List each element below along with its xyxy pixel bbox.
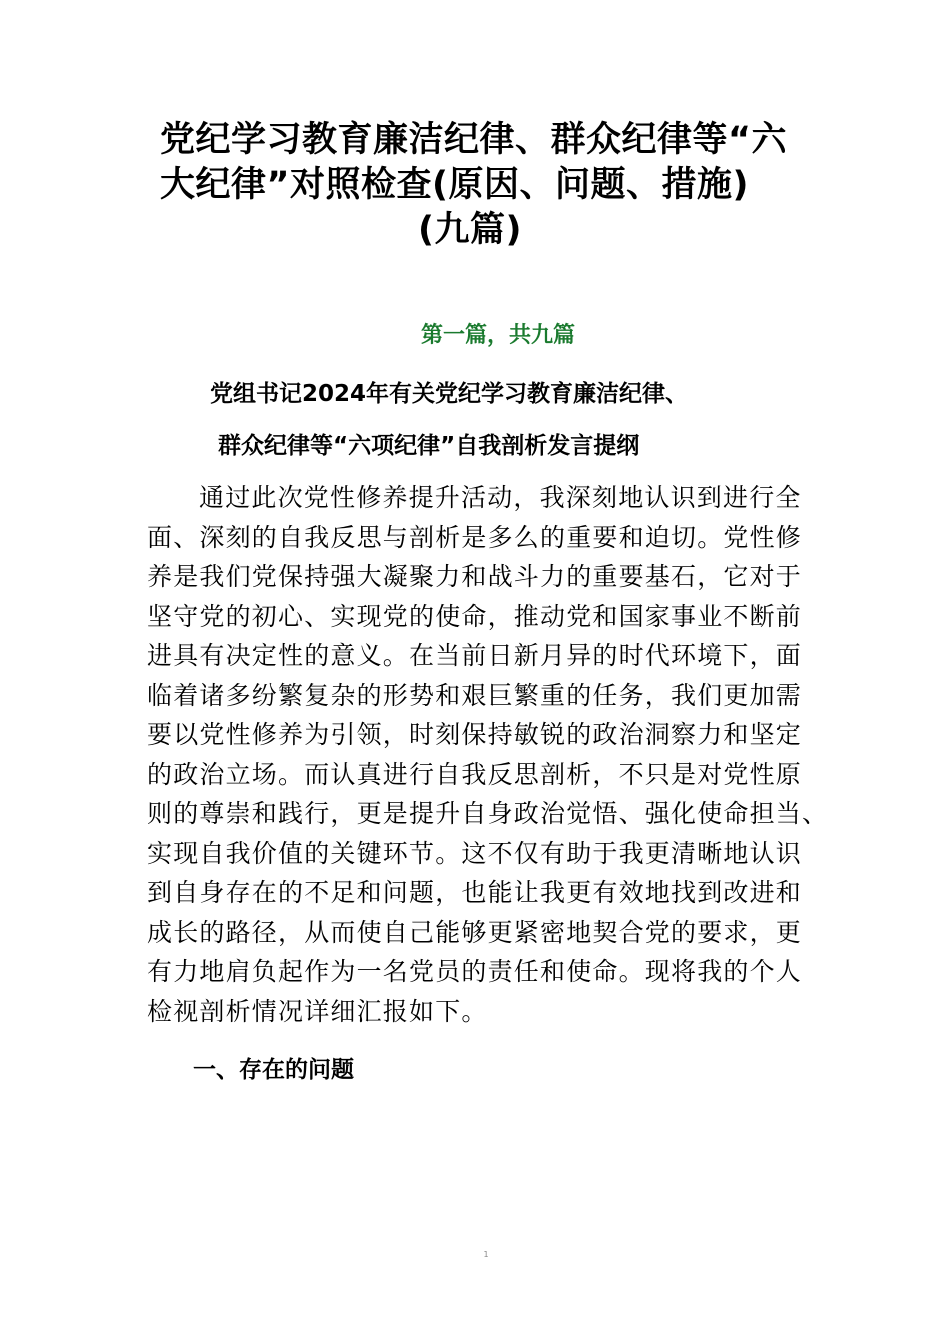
title-line-3: (九篇) (418, 210, 522, 250)
body-line: 面、深刻的自我反思与剖析是多么的重要和迫切。党性修 (147, 522, 803, 552)
document-title (160, 118, 800, 253)
section-heading: 一、存在的问题 (193, 1057, 354, 1083)
body-line: 要以党性修养为引领，时刻保持敏锐的政治洞察力和坚定 (147, 720, 803, 749)
section-subtitle (0, 368, 950, 472)
body-line: 的政治立场。而认真进行自我反思剖析，不只是对党性原 (147, 759, 803, 789)
body-line: 成长的路径，从而使自己能够更紧密地契合党的要求，更 (147, 917, 803, 947)
body-line: 临着诸多纷繁复杂的形势和艰巨繁重的任务，我们更加需 (147, 680, 803, 710)
body-line: 实现自我价值的关键环节。这不仅有助于我更清晰地认识 (147, 838, 803, 868)
body-line: 坚守党的初心、实现党的使命，推动党和国家事业不断前 (147, 601, 803, 631)
body-line: 检视剖析情况详细汇报如下。 (147, 996, 488, 1026)
title-line-1: 党纪学习教育廉洁纪律、群众纪律等“六 (160, 120, 788, 160)
body-paragraph (147, 478, 837, 1031)
body-line: 到自身存在的不足和问题，也能让我更有效地找到改进和 (147, 878, 803, 907)
page-number: 1 (483, 1250, 489, 1259)
body-line: 通过此次党性修养提升活动，我深刻地认识到进行全 (199, 483, 802, 512)
body-line: 则的尊崇和践行，更是提升自身政治觉悟、强化使命担当、 (147, 799, 829, 828)
body-line: 养是我们党保持强大凝聚力和战斗力的重要基石，它对于 (147, 562, 803, 591)
part-label: 第一篇，共九篇 (420, 322, 575, 348)
title-line-2: 大纪律”对照检查(原因、问题、措施) (160, 165, 749, 205)
body-line: 进具有决定性的意义。在当前日新月异的时代环境下，面 (147, 641, 803, 670)
subtitle-line-2: 群众纪律等“六项纪律”自我剖析发言提纲 (218, 433, 640, 459)
body-line: 有力地肩负起作为一名党员的责任和使命。现将我的个人 (147, 957, 803, 986)
subtitle-line-1: 党组书记2024年有关党纪学习教育廉洁纪律、 (210, 381, 689, 407)
